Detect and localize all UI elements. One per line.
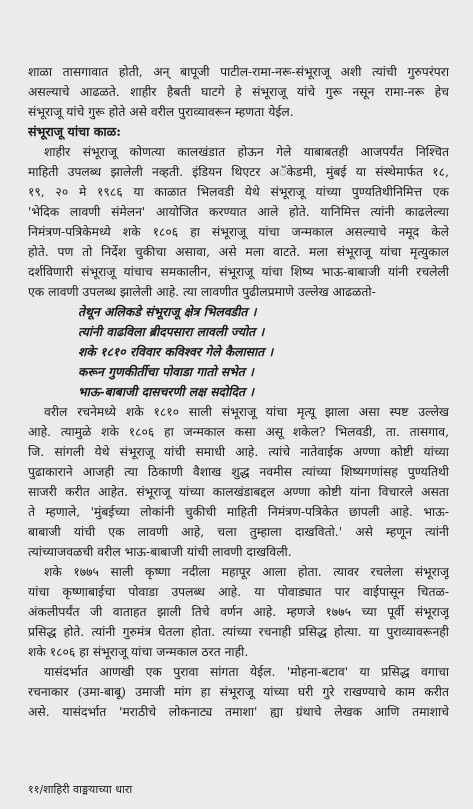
text-line: अंकलीपर्यंत जी वाताहत झाली तिचे वर्णन आहे. म्हणजे १७७५ च्या पूर्वी संभूराजू	[28, 605, 449, 619]
text-line: एक लावणी उपलब्ध झालेली आहे. त्या लावणीत पुढीलप्रमाणे उल्लेख आढळतो-	[28, 285, 376, 299]
text-line: १९, २० मे १९८६ या काळात भिलवडी येथे संभूराजू यांच्या पुण्यतिथीनिमित्त एक	[28, 185, 449, 199]
text-line: जि. सांगली येथे संभूराजू यांची समाधी आहे. त्यांचे नातेवाईक अण्णा कोष्टी यांच्या	[28, 445, 449, 459]
text-line: होते. पण तो निर्देश चुकीचा असावा, असे मला वाटते. मला संभूराजू यांचा मृत्युकाल	[28, 245, 449, 259]
text-line: ते म्हणाले, 'मुंबईच्या लोकांनी चुकीची माहिती निमंत्रण-पत्रिकेत छापली आहे. भाऊ-	[28, 505, 449, 519]
page-footer: ११/शाहिरी वाङ्मयाच्या धारा	[28, 783, 133, 796]
verse-line: करून गुणकीर्तीचा पोवाडा गातो सभेत ।	[78, 364, 254, 379]
text-line: असल्याचे आढळते. शाहीर हैबती घाटगे हे संभूराजू यांचे गुरू नसून रामा-नरू हेच	[28, 85, 449, 99]
text-line: निमंत्रण-पत्रिकेमध्ये शके १८०६ हा संभूराजू यांचा जन्मकाल असल्याचे नमूद केले	[28, 225, 449, 239]
text-line: माहिती उपलब्ध झालेली नव्हती. इंडियन थिएटर अॅकेडमी, मुंबई या संस्थेमार्फत १८,	[28, 165, 449, 179]
text-line: पुढाकाराने आजही त्या ठिकाणी वैशाख शुद्ध नवमीस त्यांच्या शिष्यगणांसह पुण्यतिथी	[28, 465, 449, 479]
text-line: शाळा तासगावात होती, अन् बापूजी पाटील-रामा-नरू-संभूराजू अशी त्यांची गुरुपरंपरा	[28, 65, 449, 79]
text-line: साजरी करीत आहेत. संभूराजू यांच्या कालखंडाबद्दल अण्णा कोष्टी यांना विचारले असता	[28, 485, 449, 499]
text-line: त्यांच्याजवळची वरील भाऊ-बाबाजी यांची लावणी दाखविली.	[28, 545, 292, 559]
text-line: शके १७७५ साली कृष्णा नदीला महापूर आला होता. त्यावर रचलेला संभूराजू	[44, 565, 449, 579]
text-line: शके १८०६ हा संभूराजू यांचा जन्मकाल ठरत नाही.	[28, 645, 249, 659]
text-line: यासंदर्भात आणखी एक पुरावा सांगता येईल. 'मोहना-बटाव' या प्रसिद्ध वगाचा	[44, 665, 449, 679]
text-line: बाबाजी यांची एक लावणी आहे, चला तुम्हाला दाखवितो.' असे म्हणून त्यांनी	[28, 525, 449, 539]
text-line: वरील रचनेमध्ये शके १८१० साली संभूराजू यांचा मृत्यू झाला असा स्पष्ट उल्लेख	[44, 405, 449, 419]
text-line: आहे. त्यामुळे शके १८०६ हा जन्मकाल कसा असू शकेल? भिलवडी, ता. तासगाव,	[28, 425, 449, 439]
verse-line: शके १८१० रविवार कविश्वर गेले कैलासात ।	[78, 344, 274, 359]
section-heading: संभूराजू यांचा काळ:	[28, 124, 121, 139]
text-line: दर्शविणारी संभूराजू यांचाच समकालीन, संभूराजू यांचा शिष्य भाऊ-बाबाजी यांनी रचलेली	[28, 265, 449, 279]
page-body	[28, 62, 449, 722]
text-line: यांचा कृष्णाबाईचा पोवाडा उपलब्ध आहे. या पोवाड्यात पार वाईपासून चितळ-	[28, 585, 449, 599]
text-line: रचनाकार (उमा-बाबू) उमाजी मांग हा संभूराजू यांच्या घरी गुरे राखण्याचे काम करीत	[28, 685, 449, 699]
text-line: 'भेदिक लावणी संमेलन' आयोजित करण्यात आले होते. यानिमित्त त्यांनी काढलेल्या	[28, 205, 449, 219]
verse-line: त्यांनी वाढविला ब्रीदपसारा लावली ज्योत ।	[78, 324, 265, 339]
text-line: शाहीर संभूराजू कोणत्या कालखंडात होऊन गेले याबाबतही आजपर्यंत निश्चित	[44, 145, 449, 159]
text-line: प्रसिद्ध होते. त्यांनी गुरुमंत्र घेतला होता. त्यांच्या रचनाही प्रसिद्ध होत्या. या पुराव्यावरूनही	[28, 625, 449, 639]
verse-line: भाऊ-बाबाजी दासचरणी लक्ष सदोदित ।	[78, 384, 254, 399]
text-line: असे. यासंदर्भात 'मराठीचे लोकनाट्य तमाशा' ह्या ग्रंथाचे लेखक आणि तमाशाचे	[28, 705, 449, 719]
text-line: संभूराजू यांचे गुरू होते असे वरील पुराव्यावरून म्हणता येईल.	[28, 105, 294, 119]
verse-line: तेथून अलिकडे संभूराजू क्षेत्र भिलवडीत ।	[78, 304, 257, 319]
